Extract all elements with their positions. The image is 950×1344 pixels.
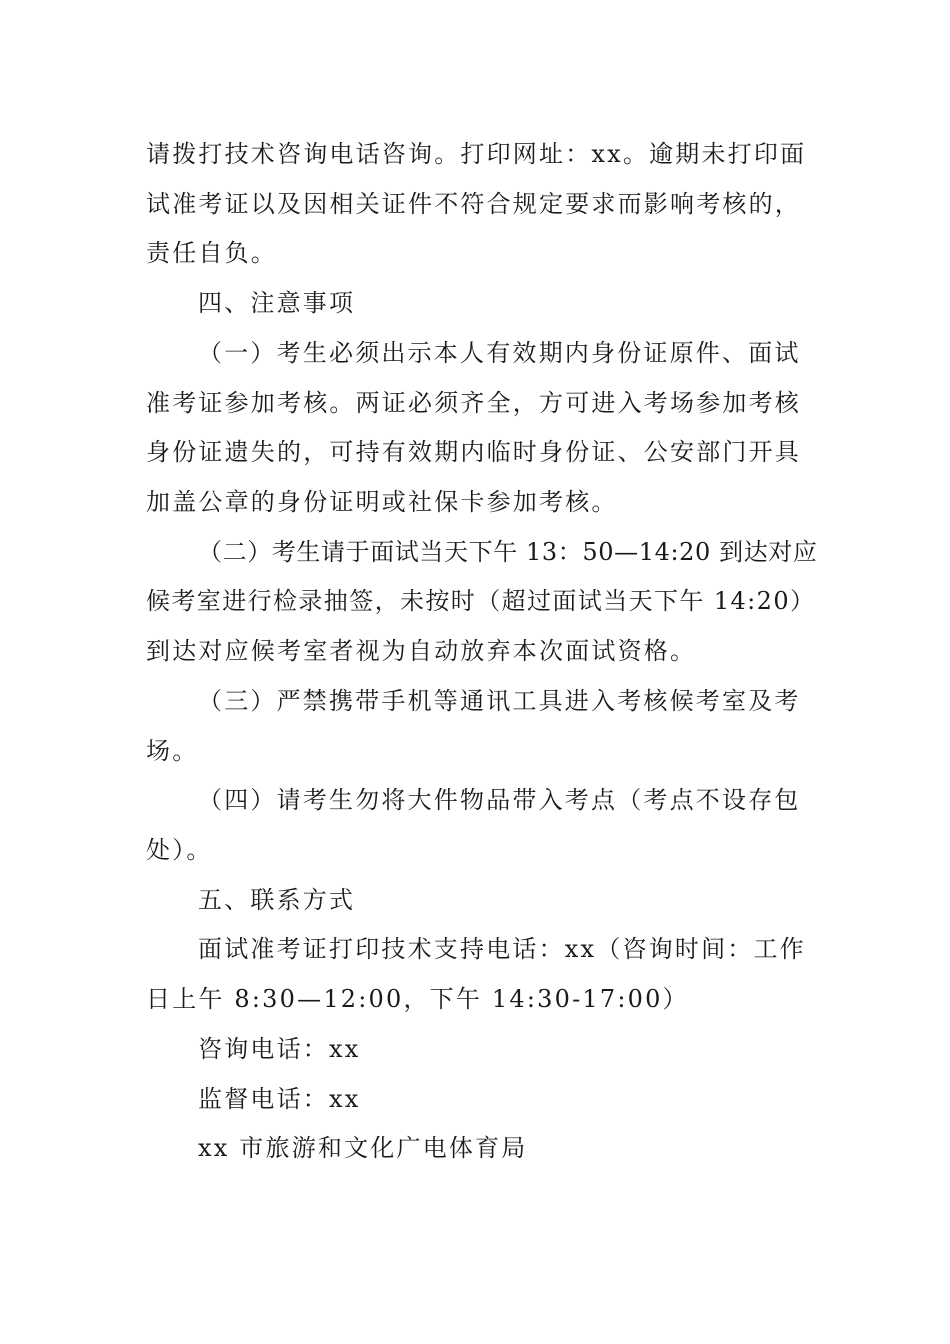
paragraph-line: 责任自负。: [146, 239, 277, 267]
paragraph-line: （四）请考生勿将大件物品带入考点（考点不设存包: [198, 786, 801, 814]
paragraph-line: 试准考证以及因相关证件不符合规定要求而影响考核的，: [146, 190, 801, 218]
supervision-phone: 监督电话：xx: [198, 1085, 361, 1113]
paragraph-line: 请拨打技术咨询电话咨询。打印网址：xx。逾期未打印面: [146, 140, 807, 168]
paragraph-line: 处）。: [146, 836, 213, 864]
issuing-organization: xx 市旅游和文化广电体育局: [198, 1134, 528, 1162]
paragraph-line: 日上午 8:30—12:00，下午 14:30-17:00）: [146, 985, 689, 1013]
paragraph-line: 场。: [146, 737, 199, 765]
paragraph-line: （一）考生必须出示本人有效期内身份证原件、面试: [198, 339, 801, 367]
paragraph-line: 到达对应候考室者视为自动放弃本次面试资格。: [146, 637, 697, 665]
paragraph-line: 身份证遗失的，可持有效期内临时身份证、公安部门开具: [146, 438, 801, 466]
contact-phone: 咨询电话：xx: [198, 1035, 361, 1063]
paragraph-line: 候考室进行检录抽签，未按时（超过面试当天下午 14:20）: [146, 587, 816, 615]
paragraph-line: 加盖公章的身份证明或社保卡参加考核。: [146, 488, 618, 516]
section-heading: 四、注意事项: [198, 289, 356, 317]
paragraph-line: 准考证参加考核。两证必须齐全，方可进入考场参加考核: [146, 389, 801, 417]
paragraph-line: 面试准考证打印技术支持电话：xx（咨询时间：工作: [198, 935, 806, 963]
paragraph-line: （三）严禁携带手机等通讯工具进入考核候考室及考: [198, 687, 801, 715]
section-heading: 五、联系方式: [198, 886, 356, 914]
paragraph-line: （二）考生请于面试当天下午 13：50—14:20 到达对应: [198, 538, 818, 566]
